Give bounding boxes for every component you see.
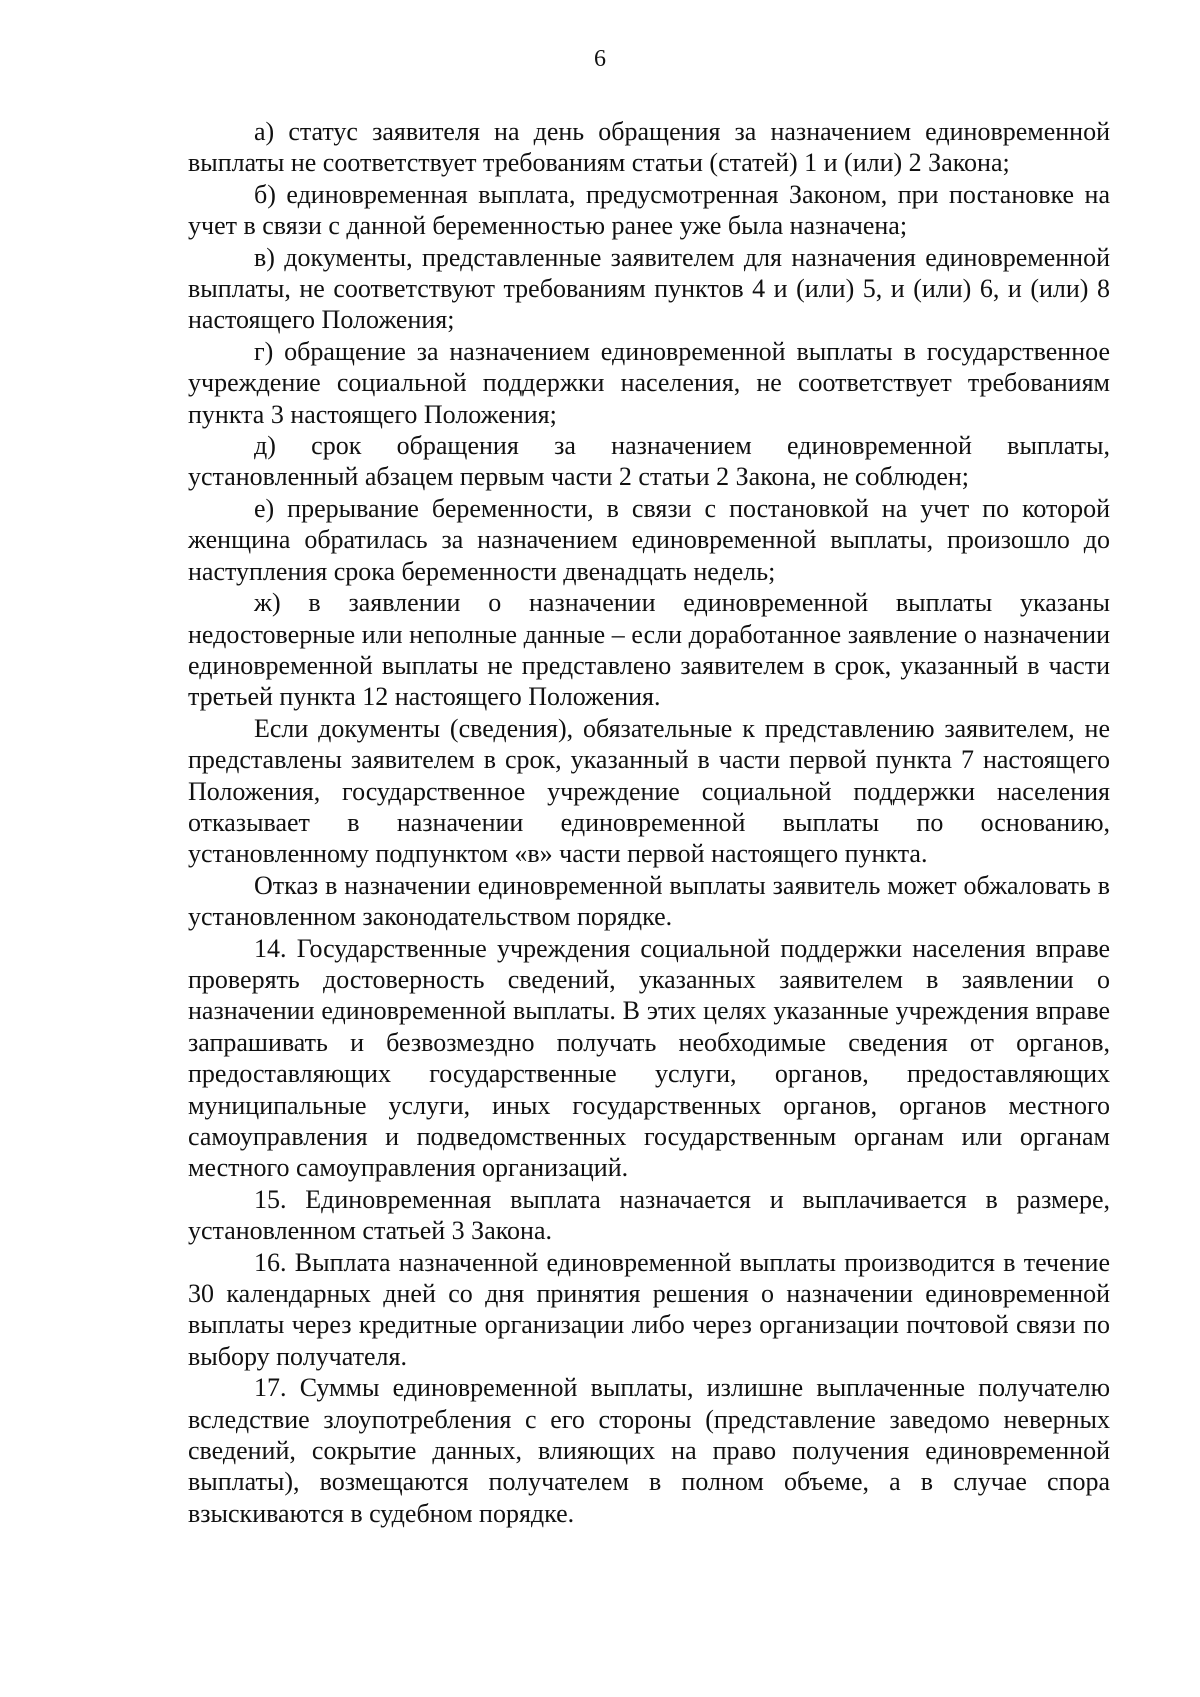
section-14: 14. Государственные учреждения социальной поддержки населения вправе проверять достоверность сведений, указанных заявителем в заявлении о назначении единовременной выплаты. В этих целях указанные учреждения вправе запрашивать и безвозмездно получать необходимые сведения от органов, предоставляющих государственные услуги, органов, предоставляющих муниципальные услуги, иных государственных органов, органов местного самоуправления и подведомственных государственным органам или органам местного самоуправления организаций. [188,933,1110,1183]
section-16: 16. Выплата назначенной единовременной выплаты производится в течение 30 календарных дней со дня принятия решения о назначении единовременной выплаты через кредитные организации либо через организации почтовой связи по выбору получателя. [188,1247,1110,1371]
clause-v: в) документы, представленные заявителем для назначения единовременной выплаты, не соответствуют требованиям пунктов 4 и (или) 5, и (или) 6, и (или) 8 настоящего Положения; [188,242,1110,335]
clause-g: г) обращение за назначением единовременной выплаты в государственное учреждение социальной поддержки населения, не соответствует требованиям пункта 3 настоящего Положения; [188,336,1110,429]
clause-d: д) срок обращения за назначением единовременной выплаты, установленный абзацем первым части 2 статьи 2 Закона, не соблюден; [188,431,1110,492]
paragraph-missing-documents: Если документы (сведения), обязательные к представлению заявителем, не представлены заявителем в срок, указанный в части первой пункта 7 настоящего Положения, государственное учреждение социальной поддержки населения отказывает в назначении единовременной выплаты по основанию, установленному подпунктом «в» части первой настоящего пункта. [188,713,1110,869]
paragraph-appeal: Отказ в назначении единовременной выплаты заявитель может обжаловать в установленном законодательством порядке. [188,870,1110,932]
section-17: 17. Суммы единовременной выплаты, излишне выплаченные получателю вследствие злоупотребления с его стороны (представление заведомо неверных сведений, сокрытие данных, влияющих на право получения единовременной выплаты), возмещаются получателем в полном объеме, а в случае спора взыскиваются в судебном порядке. [188,1373,1110,1528]
clause-zh: ж) в заявлении о назначении единовременной выплаты указаны недостоверные или неполные данные – если доработанное заявление о назначении единовременной выплаты не представлено заявителем в срок, указанный в части третьей пункта 12 настоящего Положения. [188,588,1110,712]
clause-b: б) единовременная выплата, предусмотренная Законом, при постановке на учет в связи с данной беременностью ранее уже была назначена; [188,179,1110,241]
clause-e: е) прерывание беременности, в связи с постановкой на учет по которой женщина обратилась за назначением единовременной выплаты, произошло до наступления срока беременности двенадцать недель; [188,493,1110,586]
clause-a: а) статус заявителя на день обращения за назначением единовременной выплаты не соответствует требованиям статьи (статей) 1 и (или) 2 Закона; [188,117,1110,178]
document-body [188,116,1110,1529]
section-15: 15. Единовременная выплата назначается и выплачивается в размере, установленном статьей 3 Закона. [188,1184,1110,1246]
page-number: 6 [594,46,606,72]
